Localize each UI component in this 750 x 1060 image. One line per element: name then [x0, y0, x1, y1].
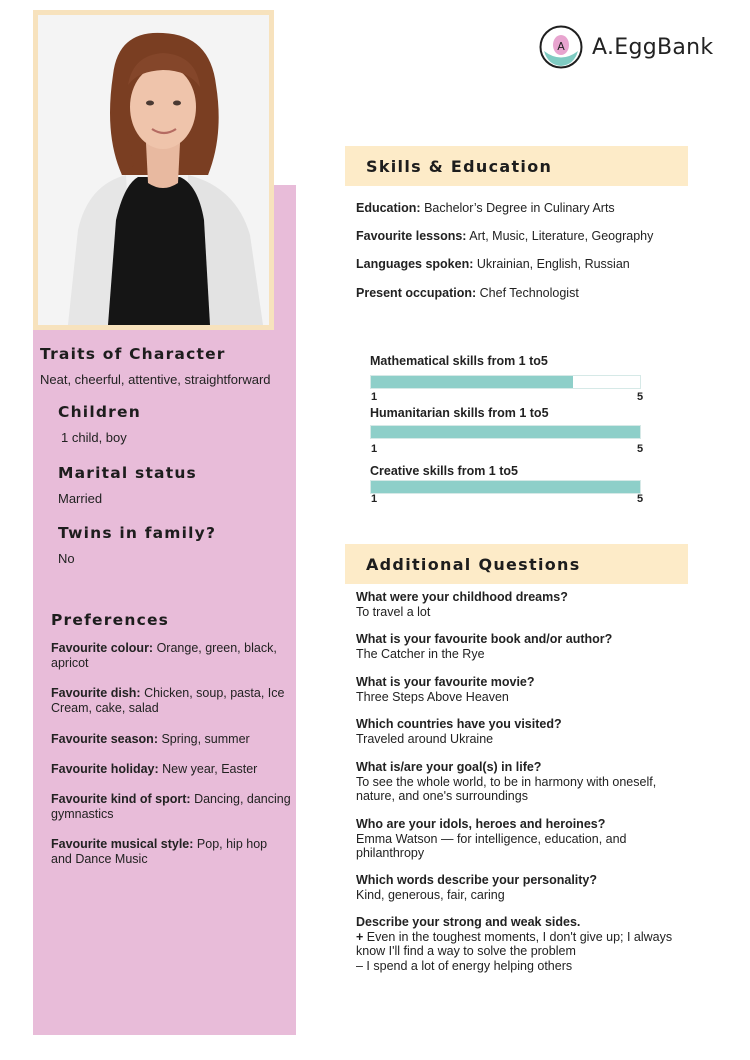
pref-value: Dancing, dancing gymnastics [51, 792, 291, 821]
skills-education-header [345, 146, 688, 186]
skill-max: 5 [637, 391, 644, 403]
pref-label: Favourite kind of sport: [51, 792, 191, 806]
traits-text: Neat, cheerful, attentive, straightforward [40, 372, 271, 387]
preferences-title: Preferences [51, 611, 170, 629]
brand-name: A.EggBank [592, 34, 714, 60]
question: Which words describe your personality? [356, 873, 598, 887]
answer-strong [356, 930, 676, 959]
pref-colour [51, 641, 291, 671]
answer-weak: – I spend a lot of energy helping others [356, 958, 573, 973]
qa-item [356, 632, 676, 661]
qa-item [356, 760, 676, 804]
question: What is your favourite movie? [356, 675, 535, 689]
pref-label: Favourite dish: [51, 686, 141, 700]
pref-value: Spring, summer [161, 732, 250, 746]
marital-status-text: Married [58, 491, 103, 506]
qa-item [356, 915, 676, 973]
edu-label: Languages spoken: [356, 257, 474, 271]
pref-music [51, 837, 291, 867]
skill-fill [371, 426, 640, 438]
twins-title: Twins in family? [58, 524, 217, 542]
strong-side-text: Even in the toughest moments, I don't give up; I always know I'll find a way to solve the problem [356, 929, 673, 958]
skills-education-title: Skills & Education [366, 156, 553, 176]
question: Which countries have you visited? [356, 717, 562, 731]
additional-questions-header [345, 544, 688, 584]
edu-value: Chef Technologist [479, 286, 579, 300]
pref-dish [51, 686, 291, 716]
twins-text: No [58, 551, 75, 566]
egg-logo-icon [538, 24, 584, 70]
question: What is your favourite book and/or author? [356, 632, 613, 646]
skill-fill [371, 481, 640, 493]
skill-min: 1 [371, 443, 378, 455]
pref-label: Favourite musical style: [51, 837, 194, 851]
additional-questions-title: Additional Questions [366, 554, 581, 574]
favourite-lessons-line [356, 229, 653, 243]
pref-label: Favourite holiday: [51, 762, 159, 776]
pref-value: New year, Easter [162, 762, 258, 776]
creative-skill-label: Creative skills from 1 to5 [370, 464, 518, 478]
math-skill-bar [370, 375, 641, 389]
answer: Traveled around Ukraine [356, 731, 494, 746]
skill-fill [371, 376, 573, 388]
math-skill-label: Mathematical skills from 1 to5 [370, 354, 548, 368]
pref-season [51, 732, 291, 747]
qa-item [356, 817, 676, 861]
edu-value: Ukrainian, English, Russian [476, 257, 630, 271]
qa-item [356, 717, 676, 746]
pref-value: Pop, hip hop and Dance Music [51, 837, 268, 866]
skill-min: 1 [371, 493, 378, 505]
plus-sign: + [356, 929, 364, 944]
creative-skill-bar [370, 480, 641, 494]
svg-text:A: A [557, 40, 565, 53]
edu-label: Present occupation: [356, 286, 477, 300]
pref-holiday [51, 762, 291, 777]
children-text: 1 child, boy [61, 430, 127, 445]
question: What were your childhood dreams? [356, 590, 568, 604]
marital-status-title: Marital status [58, 464, 197, 482]
answer: Three Steps Above Heaven [356, 689, 509, 704]
children-title: Children [58, 403, 141, 421]
humanitarian-skill-label: Humanitarian skills from 1 to5 [370, 406, 549, 420]
qa-item [356, 873, 676, 902]
languages-line [356, 257, 630, 271]
answer: To see the whole world, to be in harmony with oneself, nature, and one's surroundings [356, 774, 657, 803]
answer: The Catcher in the Rye [356, 646, 485, 661]
edu-label: Favourite lessons: [356, 229, 467, 243]
edu-label: Education: [356, 201, 421, 215]
question: Describe your strong and weak sides. [356, 915, 581, 929]
brand-logo [538, 24, 713, 70]
edu-value: Art, Music, Literature, Geography [469, 229, 654, 243]
answer: To travel a lot [356, 604, 431, 619]
edu-value: Bachelor’s Degree in Culinary Arts [424, 201, 615, 215]
pref-label: Favourite season: [51, 732, 158, 746]
profile-photo [38, 15, 269, 325]
question: What is/are your goal(s) in life? [356, 760, 542, 774]
qa-item [356, 590, 676, 619]
answer: Emma Watson — for intelligence, education, and philanthropy [356, 831, 627, 860]
humanitarian-skill-bar [370, 425, 641, 439]
skill-min: 1 [371, 391, 378, 403]
pref-label: Favourite colour: [51, 641, 154, 655]
occupation-line [356, 286, 579, 300]
traits-title: Traits of Character [40, 345, 226, 363]
qa-item [356, 675, 676, 704]
question: Who are your idols, heroes and heroines? [356, 817, 606, 831]
pref-value: Chicken, soup, pasta, Ice Cream, cake, salad [51, 686, 285, 715]
profile-photo-frame [33, 10, 274, 330]
skill-max: 5 [637, 493, 644, 505]
pref-sport [51, 792, 291, 822]
education-line [356, 201, 615, 215]
pref-value: Orange, green, black, apricot [51, 641, 277, 670]
skill-max: 5 [637, 443, 644, 455]
answer: Kind, generous, fair, caring [356, 887, 505, 902]
